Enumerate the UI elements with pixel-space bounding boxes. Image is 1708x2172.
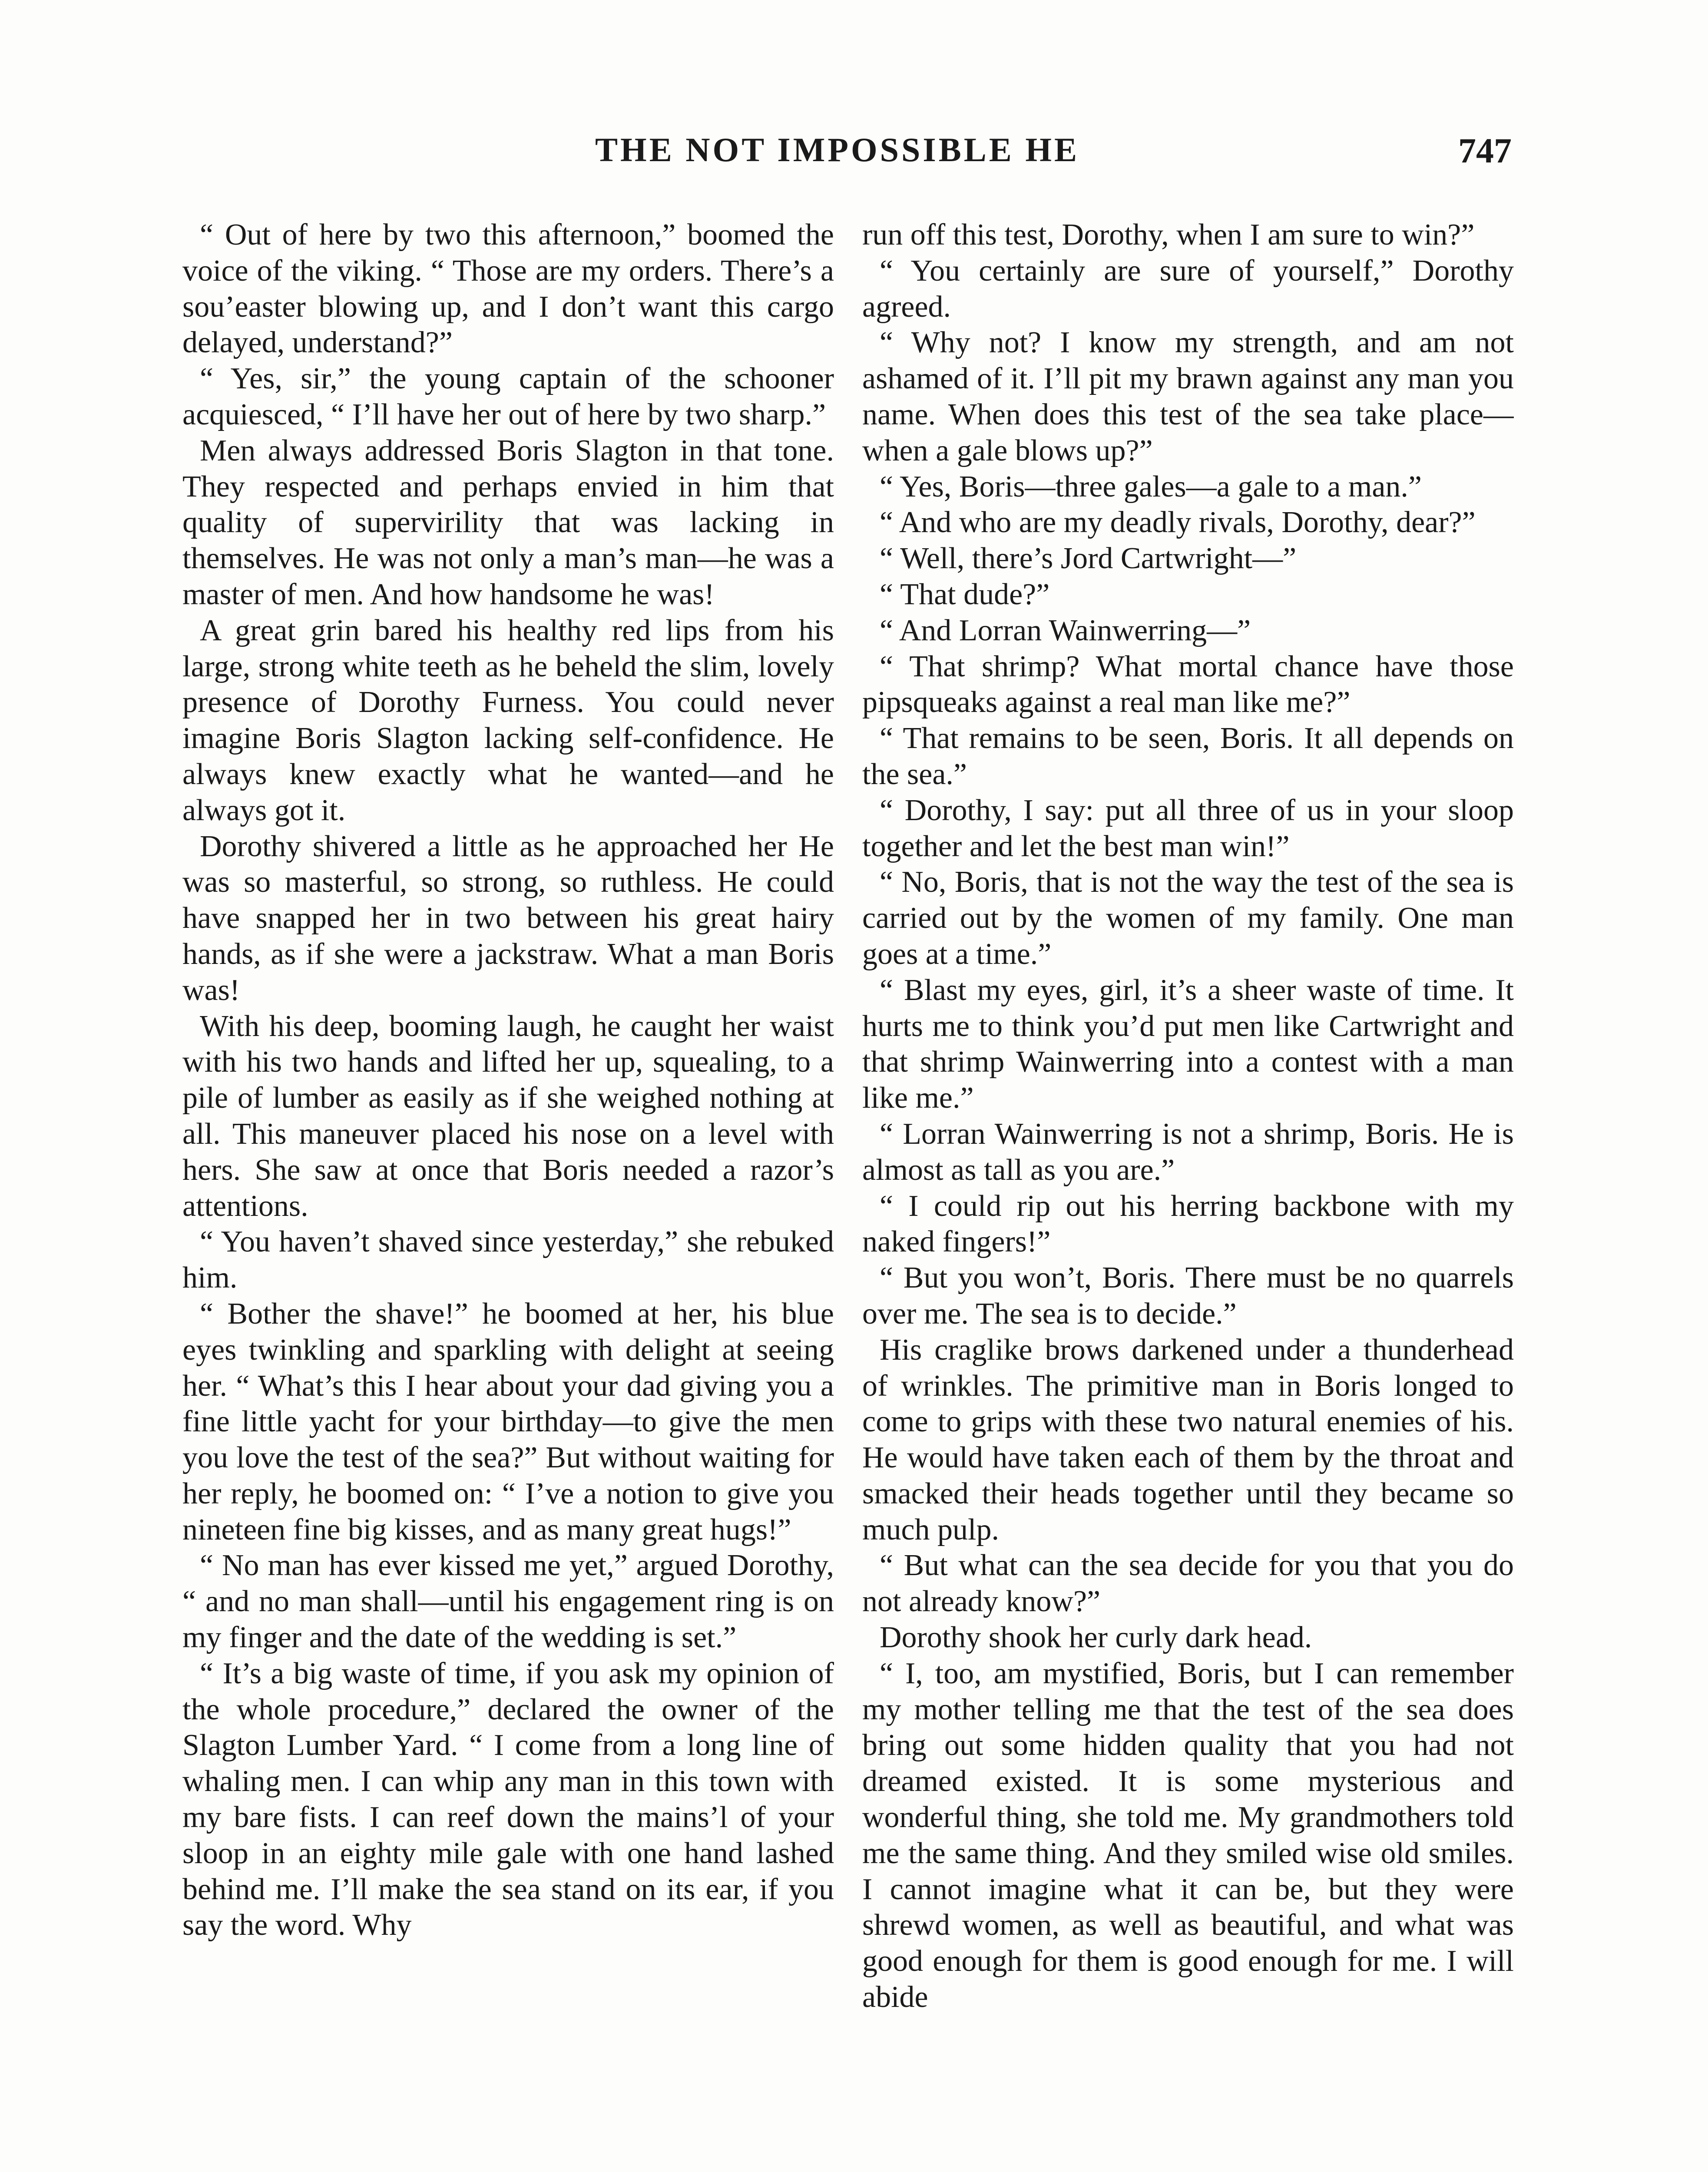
paragraph: “ But you won’t, Boris. There must be no quarrels over me. The sea is to decide.” (862, 1261, 1514, 1331)
paragraph: “ But what can the sea decide for you that you do not already know?” (862, 1549, 1514, 1619)
paragraph: His craglike brows darkened under a thunderhead of wrinkles. The primitive man in Boris longed to come to grips with these two natural enemies of his. He would have taken each of them by the throat and smacked their heads together until they became so much pulp. (862, 1333, 1514, 1546)
page-number: 747 (1458, 131, 1512, 170)
paragraph: “ It’s a big waste of time, if you ask my opinion of the whole procedure,” declared the owner of the Slagton Lumber Yard. “ I come from a long line of whaling men. I can whip any man in this town with my bare fists. I can reef down the mains’l of your sloop in an eighty mile gale with one hand lashed behind me. I’ll make the sea stand on its ear, if you say the word. Why (182, 1656, 834, 1942)
paragraph: “ Dorothy, I say: put all three of us in your sloop together and let the best man win!” (862, 793, 1514, 863)
paragraph: “ And Lorran Wainwerring—” (880, 613, 1251, 647)
left-column (182, 217, 834, 2172)
paragraph: “ I, too, am mystified, Boris, but I can remember my mother telling me that the test of the sea does bring out some hidden quality that you had not dreamed existed. It is some mysterious and wonderful thing, she told me. My grandmothers told me the same thing. And they smiled wise old smiles. I cannot imagine what it can be, but they were shrewd women, as well as beautiful, and what was good enough for them is good enough for me. I will abide (862, 1656, 1514, 2014)
paragraph: “ That remains to be seen, Boris. It all depends on the sea.” (862, 722, 1514, 791)
page-header (182, 130, 1512, 182)
paragraph: “ No, Boris, that is not the way the test of the sea is carried out by the women of my family. One man goes at a time.” (862, 865, 1514, 971)
paragraph: Dorothy shivered a little as he approached her He was so masterful, so strong, so ruthless. He could have snapped her in two between his great hairy hands, as if she were a jackstraw. What a man Boris was! (182, 829, 834, 1007)
paragraph: “ You haven’t shaved since yesterday,” she rebuked him. (182, 1225, 834, 1295)
paragraph: Men always addressed Boris Slagton in that tone. They respected and perhaps envied in him that quality of supervirility that was lacking in themselves. He was not only a man’s man—he was a master of men. And how handsome he was! (182, 434, 834, 611)
paragraph: “ That shrimp? What mortal chance have those pipsqueaks against a real man like me?” (862, 649, 1514, 719)
paragraph: A great grin bared his healthy red lips from his large, strong white teeth as he beheld the slim, lovely presence of Dorothy Furness. You could never imagine Boris Slagton lacking self-confidence. He always knew exactly what he wanted—and he always got it. (182, 613, 834, 827)
paragraph: “ Why not? I know my strength, and am not ashamed of it. I’ll pit my brawn against any man you name. When does this test of the sea take place—when a gale blows up?” (862, 326, 1514, 467)
paragraph: “ Bother the shave!” he boomed at her, his blue eyes twinkling and sparkling with delight at seeing her. “ What’s this I hear about your dad giving you a fine little yacht for your birthday—to give the men you love the test of the sea?” But without waiting for her reply, he boomed on: “ I’ve a notion to give you nineteen fine big kisses, and as many great hugs!” (182, 1297, 834, 1546)
continued-paragraph: run off this test, Dorothy, when I am sure to win?” (862, 218, 1475, 252)
paragraph: “ Well, there’s Jord Cartwright—” (880, 542, 1297, 576)
paragraph: “ No man has ever kissed me yet,” argued Dorothy, “ and no man shall—until his engagement ring is on my finger and the date of the wedding is set.” (182, 1549, 834, 1655)
paragraph: “ You certainly are sure of yourself,” Dorothy agreed. (862, 254, 1514, 324)
paragraph: “ Yes, sir,” the young captain of the schooner acquiesced, “ I’ll have her out of here by two sharp.” (182, 362, 834, 431)
paragraph: “ Yes, Boris—three gales—a gale to a man.” (880, 470, 1422, 503)
paragraph: “ I could rip out his herring backbone with my naked fingers!” (862, 1189, 1514, 1259)
paragraph: Dorothy shook her curly dark head. (880, 1621, 1312, 1655)
paragraph: “ Blast my eyes, girl, it’s a sheer waste of time. It hurts me to think you’d put men like Cartwright and that shrimp Wainwerring into a contest with a man like me.” (862, 973, 1514, 1115)
paragraph: “ Lorran Wainwerring is not a shrimp, Boris. He is almost as tall as you are.” (862, 1117, 1514, 1187)
paragraph: “ And who are my deadly rivals, Dorothy, dear?” (880, 506, 1476, 540)
right-column (862, 217, 1514, 2172)
paragraph: “ That dude?” (880, 577, 1050, 611)
paragraph: “ Out of here by two this afternoon,” boomed the voice of the viking. “ Those are my orders. There’s a sou’easter blowing up, and I don’t want this cargo delayed, understand?” (182, 218, 834, 360)
running-title: THE NOT IMPOSSIBLE HE (595, 131, 1080, 169)
paragraph: With his deep, booming laugh, he caught her waist with his two hands and lifted her up, squealing, to a pile of lumber as easily as if she weighed nothing at all. This maneuver placed his nose on a level with hers. She saw at once that Boris needed a razor’s attentions. (182, 1009, 834, 1223)
